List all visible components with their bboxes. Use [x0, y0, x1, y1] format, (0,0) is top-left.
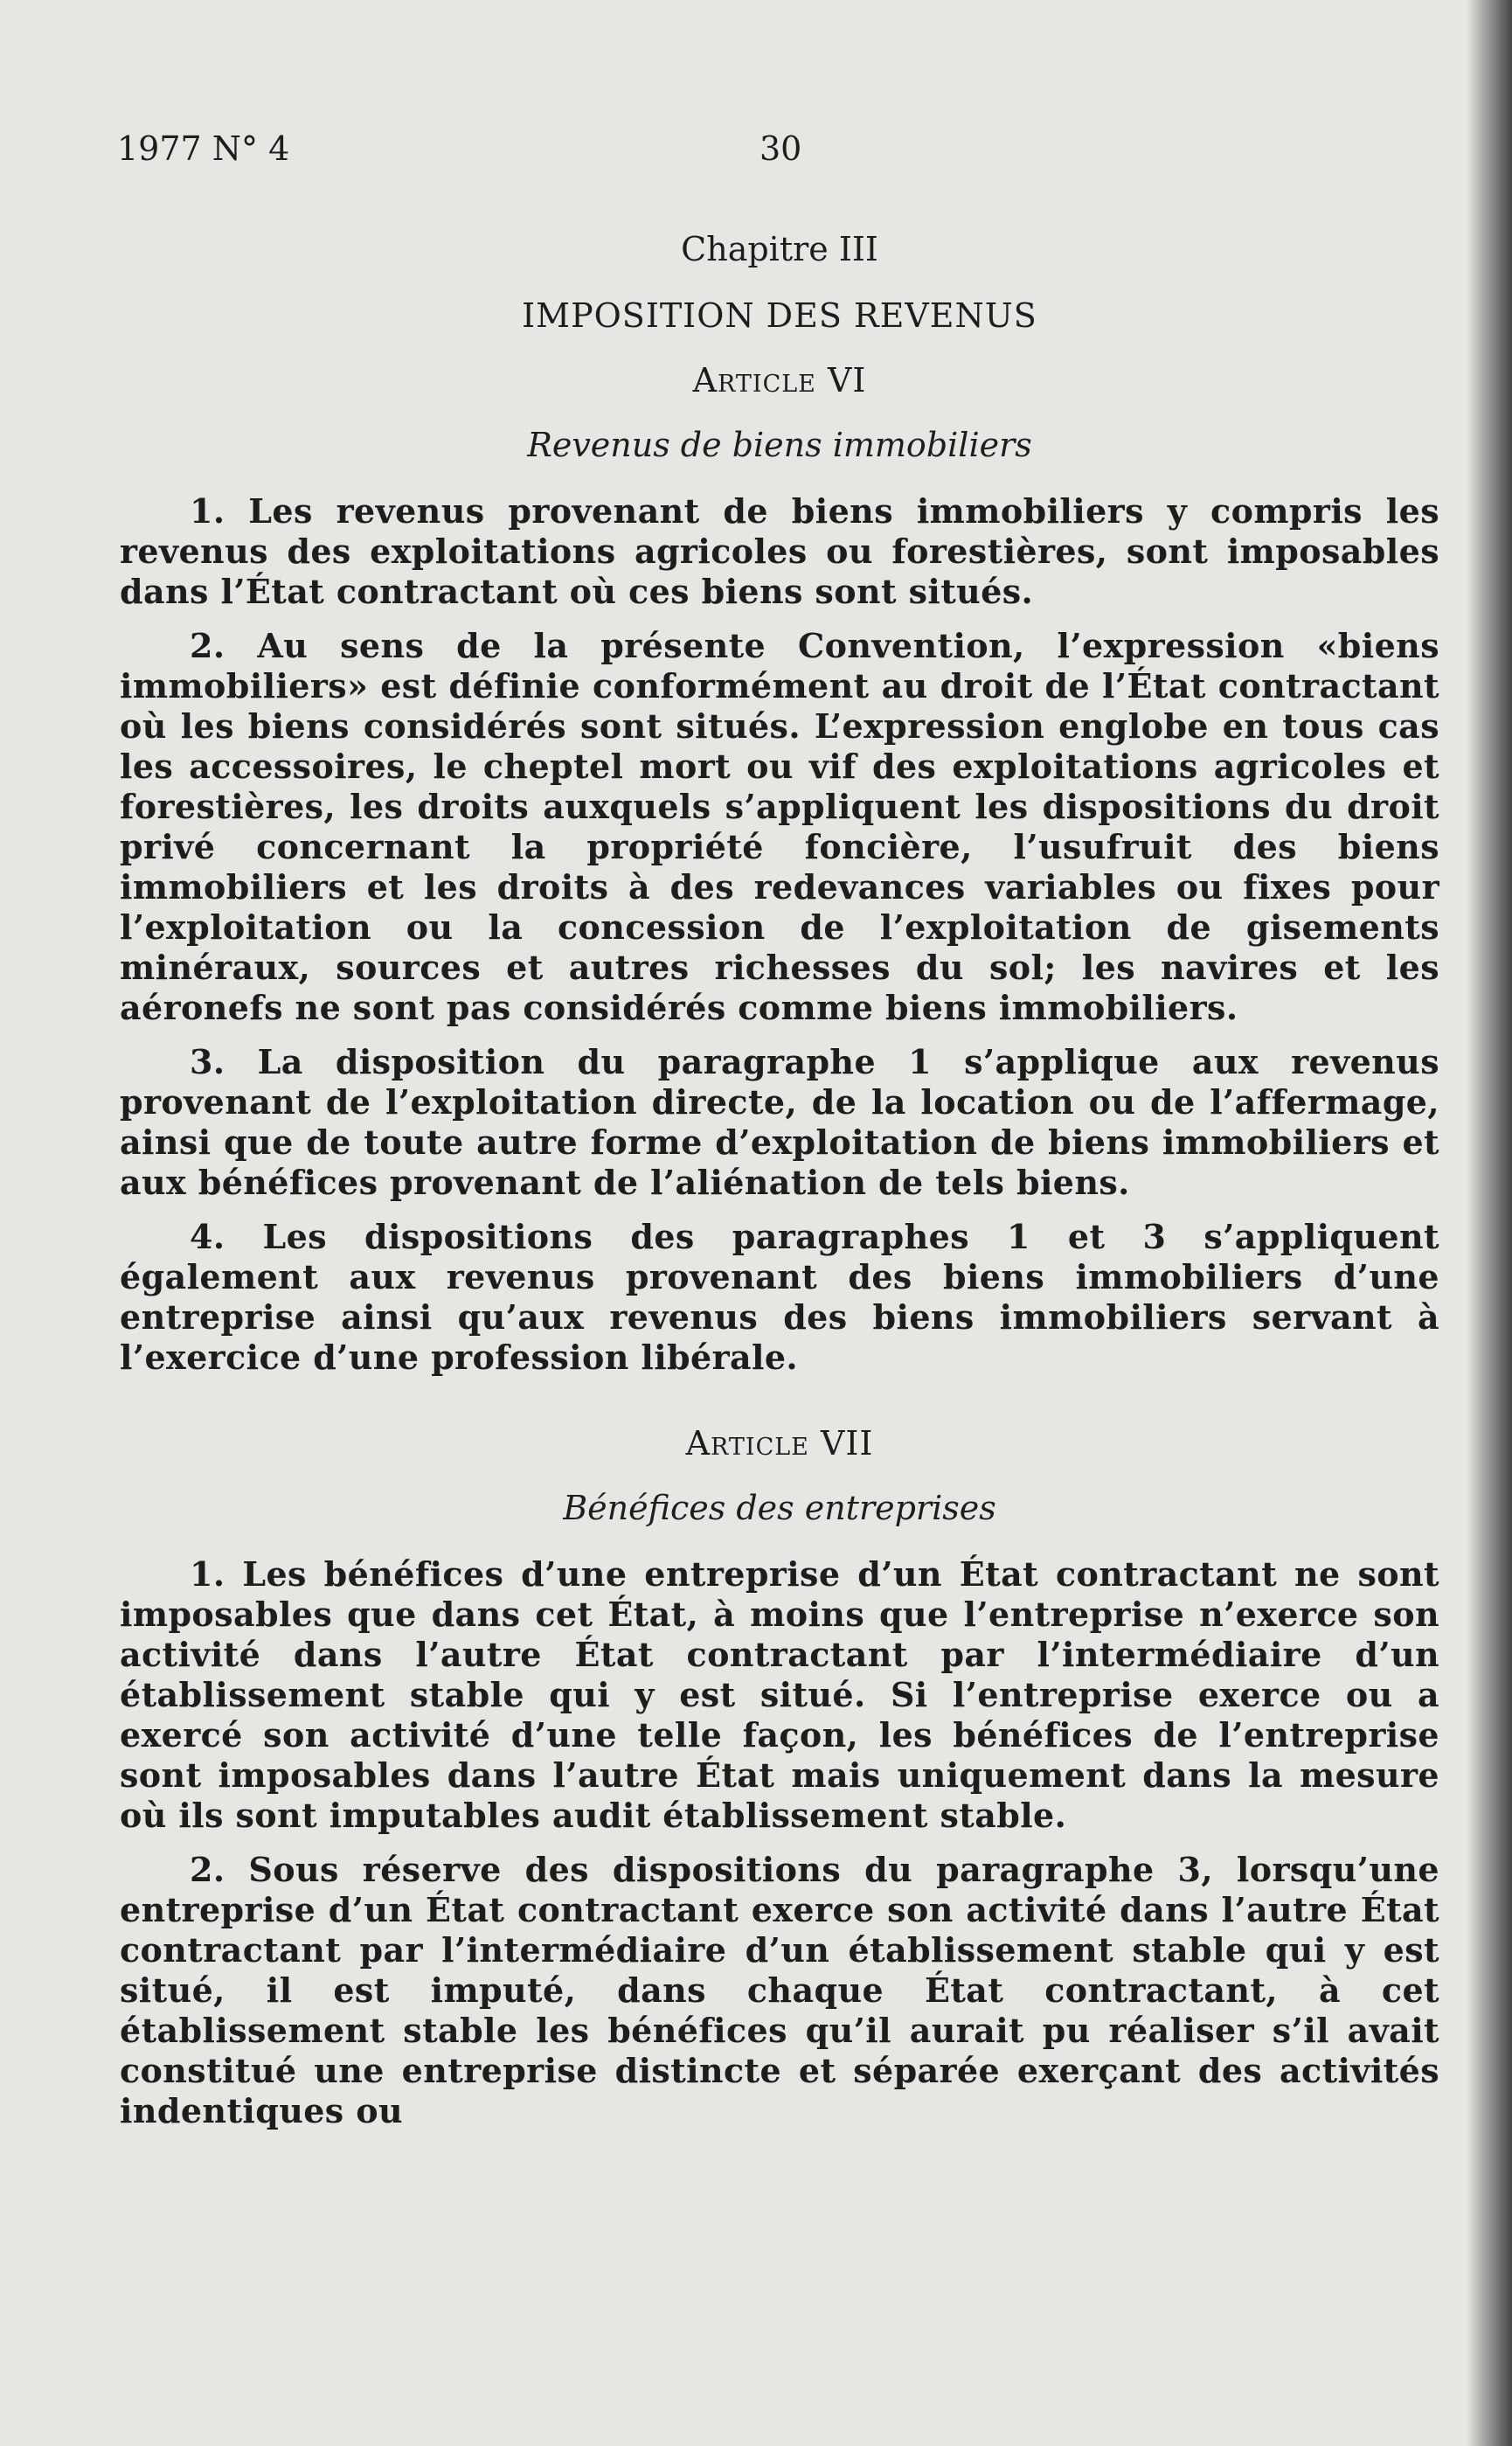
- article-7-title: Article VII: [685, 1424, 874, 1463]
- article-6-paragraph-3: 3. La disposition du paragraphe 1 s’applique aux revenus provenant de l’exploitation directe, de la location ou de l’affermage, ainsi que de toute autre forme d’exploitation de biens immobiliers et aux bénéfices provenant de l’aliénation de tels biens.: [120, 1042, 1439, 1202]
- article-6-paragraph-2: 2. Au sens de la présente Convention, l’expression «biens immobiliers» est définie conformément au droit de l’État contractant où les biens considérés sont situés. L’expression englobe en tous cas les accessoires, le cheptel mort ou vif des exploitations agricoles et forestières, les droits auxquels s’appliquent les dispositions du droit privé concernant la propriété foncière, l’usufruit des biens immobiliers et les droits à des redevances variables ou fixes pour l’exploitation ou la concession de l’exploitation de gisements minéraux, sources et autres richesses du sol; les navires et les aéronefs ne sont pas considérés comme biens immobiliers.: [120, 626, 1439, 1027]
- article-7-paragraph-2: 2. Sous réserve des dispositions du paragraphe 3, lorsqu’une entreprise d’un État contractant exerce son activité dans l’autre État contractant par l’intermédiaire d’un établissement stable qui y est situé, il est imputé, dans chaque État contractant, à cet établissement stable les bénéfices qu’il aurait pu réaliser s’il avait constitué une entreprise distincte et séparée exerçant des activités indentiques ou: [120, 1850, 1439, 2130]
- chapter-title: Chapitre III: [681, 230, 878, 268]
- article-7-subtitle: Bénéfices des entreprises: [563, 1489, 996, 1527]
- article-7-paragraph-1: 1. Les bénéfices d’une entreprise d’un État contractant ne sont imposables que dans cet État, à moins que l’entreprise n’exerce son activité dans l’autre État contractant par l’intermédiaire d’un établissement stable qui y est situé. Si l’entreprise exerce ou a exercé son activité d’une telle façon, les bénéfices de l’entreprise sont imposables dans l’autre État mais uniquement dans la mesure où ils sont imputables audit établissement stable.: [120, 1554, 1439, 1835]
- page-number: 30: [759, 129, 802, 168]
- scan-edge-shadow: [1467, 0, 1512, 2446]
- article-6-paragraph-4: 4. Les dispositions des paragraphes 1 et 3 s’appliquent également aux revenus provenant des biens immobiliers d’une entreprise ainsi qu’aux revenus des biens immobiliers servant à l’exercice d’une profession libérale.: [120, 1217, 1439, 1377]
- article-6-subtitle: Revenus de biens immobiliers: [527, 426, 1032, 464]
- journal-reference: 1977 N° 4: [117, 129, 290, 168]
- chapter-heading: IMPOSITION DES REVENUS: [522, 296, 1037, 335]
- article-6-title: Article VI: [692, 361, 867, 400]
- article-6-paragraph-1: 1. Les revenus provenant de biens immobiliers y compris les revenus des exploitations agricoles ou forestières, sont imposables dans l’État contractant où ces biens sont situés.: [120, 491, 1439, 611]
- document-body: [120, 229, 1439, 2145]
